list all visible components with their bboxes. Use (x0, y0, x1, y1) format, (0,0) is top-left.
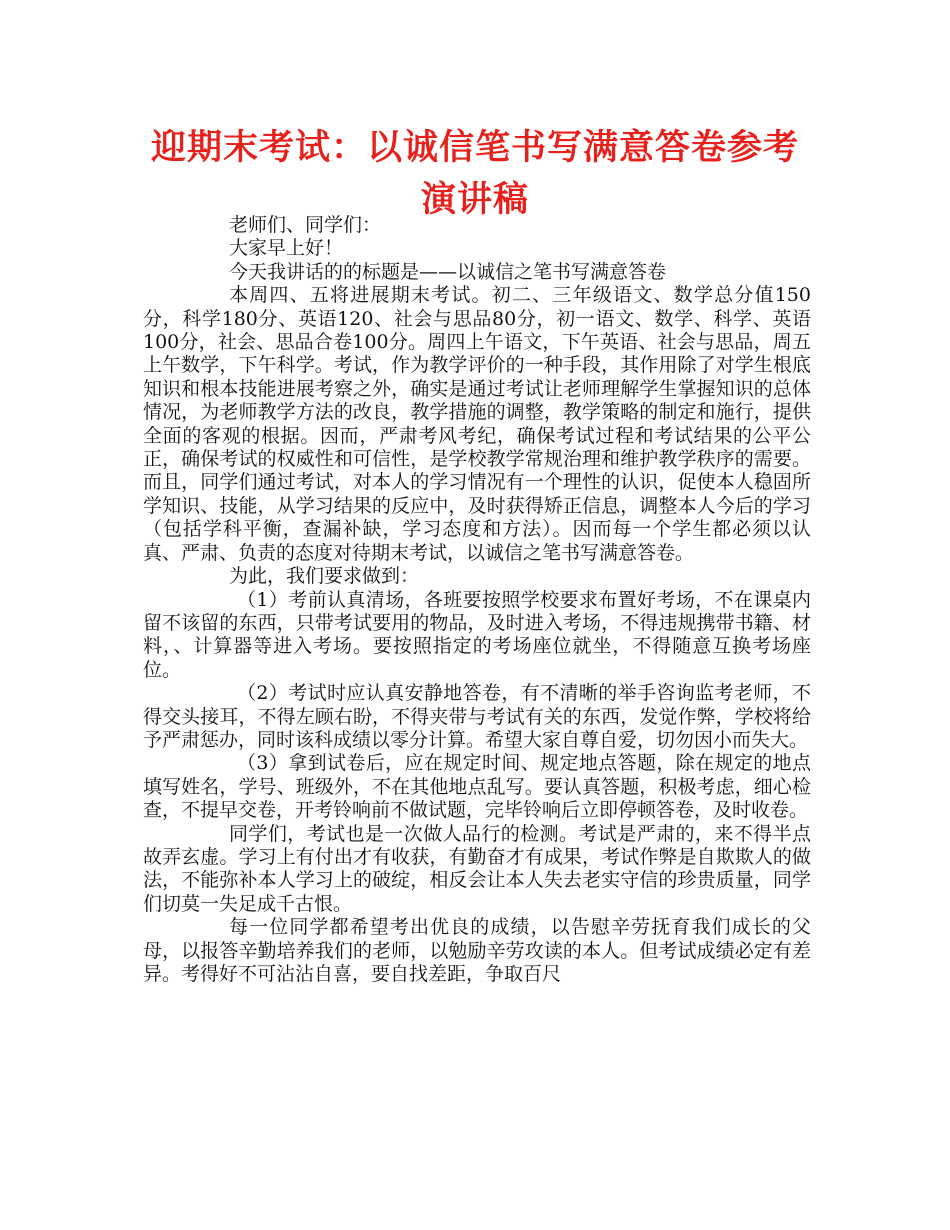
greeting-paragraph: 大家早上好！ (229, 237, 344, 260)
document-body (143, 214, 811, 986)
requirement-3-paragraph: （3）拿到试卷后，应在规定时间、规定地点答题，除在规定的地点填写姓名，学号、班级外，不在其他地点乱写。要认真答题，积极考虑，细心检查，不提早交卷，开考铃响前不做试题，完毕铃响后立即停顿答卷，及时收卷。 (143, 752, 811, 822)
title-line-1: 迎期末考试：以诚信笔书写满意答卷参考 (150, 128, 799, 168)
requirement-2-paragraph: （2）考试时应认真安静地答卷，有不清晰的举手咨询监考老师，不得交头接耳，不得左顾右盼，不得夹带与考试有关的东西，发觉作弊，学校将给予严肃惩办，同时该科成绩以零分计算。希望大家自尊自爱，切勿因小而失大。 (143, 682, 811, 751)
exam-schedule-paragraph: 本周四、五将进展期末考试。初二、三年级语文、数学总分值150分，科学180分、英语120、社会与思品80分，初一语文、数学、科学、英语100分，社会、思品合卷100分。周四上午语文，下午英语、社会与思品，周五上午数学，下午科学。考试，作为教学评价的一种手段，其作用除了对学生根底知识和根本技能进展考察之外，确实是通过考试让老师理解学生掌握知识的总体情况，为老师教学方法的改良，教学措施的调整，教学策略的制定和施行，提供全面的客观的根据。因而，严肃考风考纪，确保考试过程和考试结果的公平公正，确保考试的权威性和可信性，是学校教学常规治理和维护教学秩序的需要。而且，同学们通过考试，对本人的学习情况有一个理性的认识，促使本人稳固所学知识、技能，从学习结果的反应中，及时获得矫正信息，调整本人今后的学习（包括学科平衡，查漏补缺，学习态度和方法）。因而每一个学生都必须以认真、严肃、负责的态度对待期末考试，以诚信之笔书写满意答卷。 (143, 284, 811, 564)
requirement-1-paragraph: （1）考前认真清场，各班要按照学校要求布置好考场，不在课桌内留不该留的东西，只带考试要用的物品，及时进入考场，不得违规携带书籍、材料，、计算器等进入考场。要按照指定的考场座位就坐，不得随意互换考场座位。 (143, 588, 811, 681)
document-title (140, 122, 810, 226)
integrity-paragraph: 同学们，考试也是一次做人品行的检测。考试是严肃的，来不得半点故弄玄虚。学习上有付出才有收获，有勤奋才有成果，考试作弊是自欺欺人的做法，不能弥补本人学习上的破绽，相反会让本人失去老实守信的珍贵质量，同学们切莫一失足成千古恨。 (143, 822, 811, 915)
salutation-paragraph: 老师们、同学们： (229, 214, 382, 236)
topic-paragraph: 今天我讲话的的标题是——以诚信之笔书写满意答卷 (229, 260, 667, 283)
title-line-2: 演讲稿 (420, 180, 529, 220)
results-paragraph: 每一位同学都希望考出优良的成绩，以告慰辛劳抚育我们成长的父母，以报答辛勤培养我们的老师，以勉励辛劳攻读的本人。但考试成绩必定有差异。考得好不可沾沾自喜，要自找差距，争取百尺 (143, 916, 811, 985)
requirements-intro-paragraph: 为此，我们要求做到： (229, 565, 420, 588)
